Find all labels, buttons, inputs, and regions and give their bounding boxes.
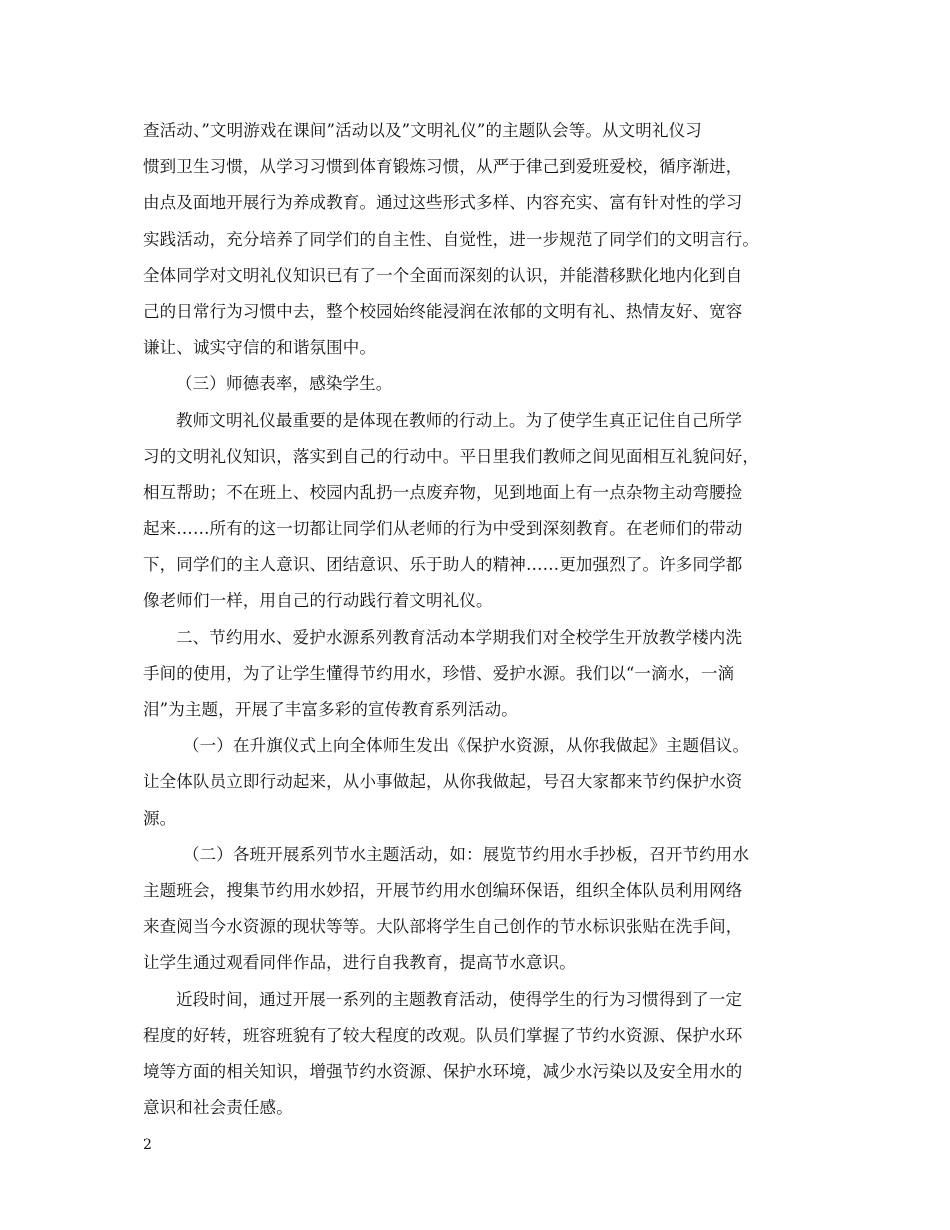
text-line: 主题班会，搜集节约用水妙招，开展节约用水创编环保语，组织全体队员利用网络 <box>143 880 743 900</box>
text-line: 相互帮助；不在班上、校园内乱扔一点废弃物，见到地面上有一点杂物主动弯腰捡 <box>143 482 743 502</box>
text-line: 全体同学对文明礼仪知识已有了一个全面而深刻的认识，并能潜移默化地内化到自 <box>143 265 743 285</box>
text-line: 源。 <box>143 808 177 828</box>
text-line: 泪”为主题，开展了丰富多彩的宣传教育系列活动。 <box>143 700 518 719</box>
text-line: 查活动、”文明游戏在课间”活动以及”文明礼仪”的主题队会等。从文明礼仪习 <box>143 121 702 140</box>
text-line: 手间的使用，为了让学生懂得节约用水，珍惜、爱护水源。我们以“一滴水，一滴 <box>143 663 735 683</box>
text-line: 起来……所有的这一切都让同学们从老师的行为中受到深刻教育。在老师们的带动 <box>143 519 743 539</box>
text-line: 惯到卫生习惯，从学习习惯到体育锻炼习惯，从严于律己到爱班爱校，循序渐进， <box>143 157 743 177</box>
text-line: 让全体队员立即行动起来，从小事做起，从你我做起，号召大家都来节约保护水资 <box>143 772 743 792</box>
text-line: 程度的好转，班容班貌有了较大程度的改观。队员们掌握了节约水资源、保护水环 <box>143 1025 743 1045</box>
text-line: 由点及面地开展行为养成教育。通过这些形式多样、内容充实、富有针对性的学习 <box>143 193 743 213</box>
text-line: 谦让、诚实守信的和谐氛围中。 <box>143 338 377 358</box>
text-line: 让学生通过观看同伴作品，进行自我教育，提高节水意识。 <box>143 953 576 973</box>
text-line: 二、节约用水、爱护水源系列教育活动本学期我们对全校学生开放教学楼内洗 <box>176 627 743 647</box>
text-line: 己的日常行为习惯中去，整个校园始终能浸润在浓郁的文明有礼、热情友好、宽容 <box>143 301 743 321</box>
text-line: 来查阅当今水资源的现状等等。大队部将学生自己创作的节水标识张贴在洗手间， <box>143 917 743 937</box>
text-line: （二）各班开展系列节水主题活动，如：展览节约用水手抄板，召开节约用水 <box>183 844 750 864</box>
text-line: 实践活动，充分培养了同学们的自主性、自觉性，进一步规范了同学们的文明言行。 <box>143 229 760 249</box>
section-heading: （三）师德表率，感染学生。 <box>176 374 393 394</box>
text-line: 意识和社会责任感。 <box>143 1098 293 1118</box>
text-line: 教师文明礼仪最重要的是体现在教师的行动上。为了使学生真正记住自己所学 <box>176 410 743 430</box>
page-number: 2 <box>143 1137 152 1153</box>
text-line: （一）在升旗仪式上向全体师生发出《保护水资源，从你我做起》主题倡议。 <box>183 736 750 756</box>
text-line: 近段时间，通过开展一系列的主题教育活动，使得学生的行为习惯得到了一定 <box>176 989 743 1009</box>
text-line: 像老师们一样，用自己的行动践行着文明礼仪。 <box>143 591 493 611</box>
text-line: 下，同学们的主人意识、团结意识、乐于助人的精神……更加强烈了。许多同学都 <box>143 555 743 575</box>
text-line: 习的文明礼仪知识，落实到自己的行动中。平日里我们教师之间见面相互礼貌问好， <box>143 446 760 466</box>
body-text <box>143 113 823 1126</box>
text-line: 境等方面的相关知识，增强节约水资源、保护水环境，减少水污染以及安全用水的 <box>143 1061 743 1081</box>
